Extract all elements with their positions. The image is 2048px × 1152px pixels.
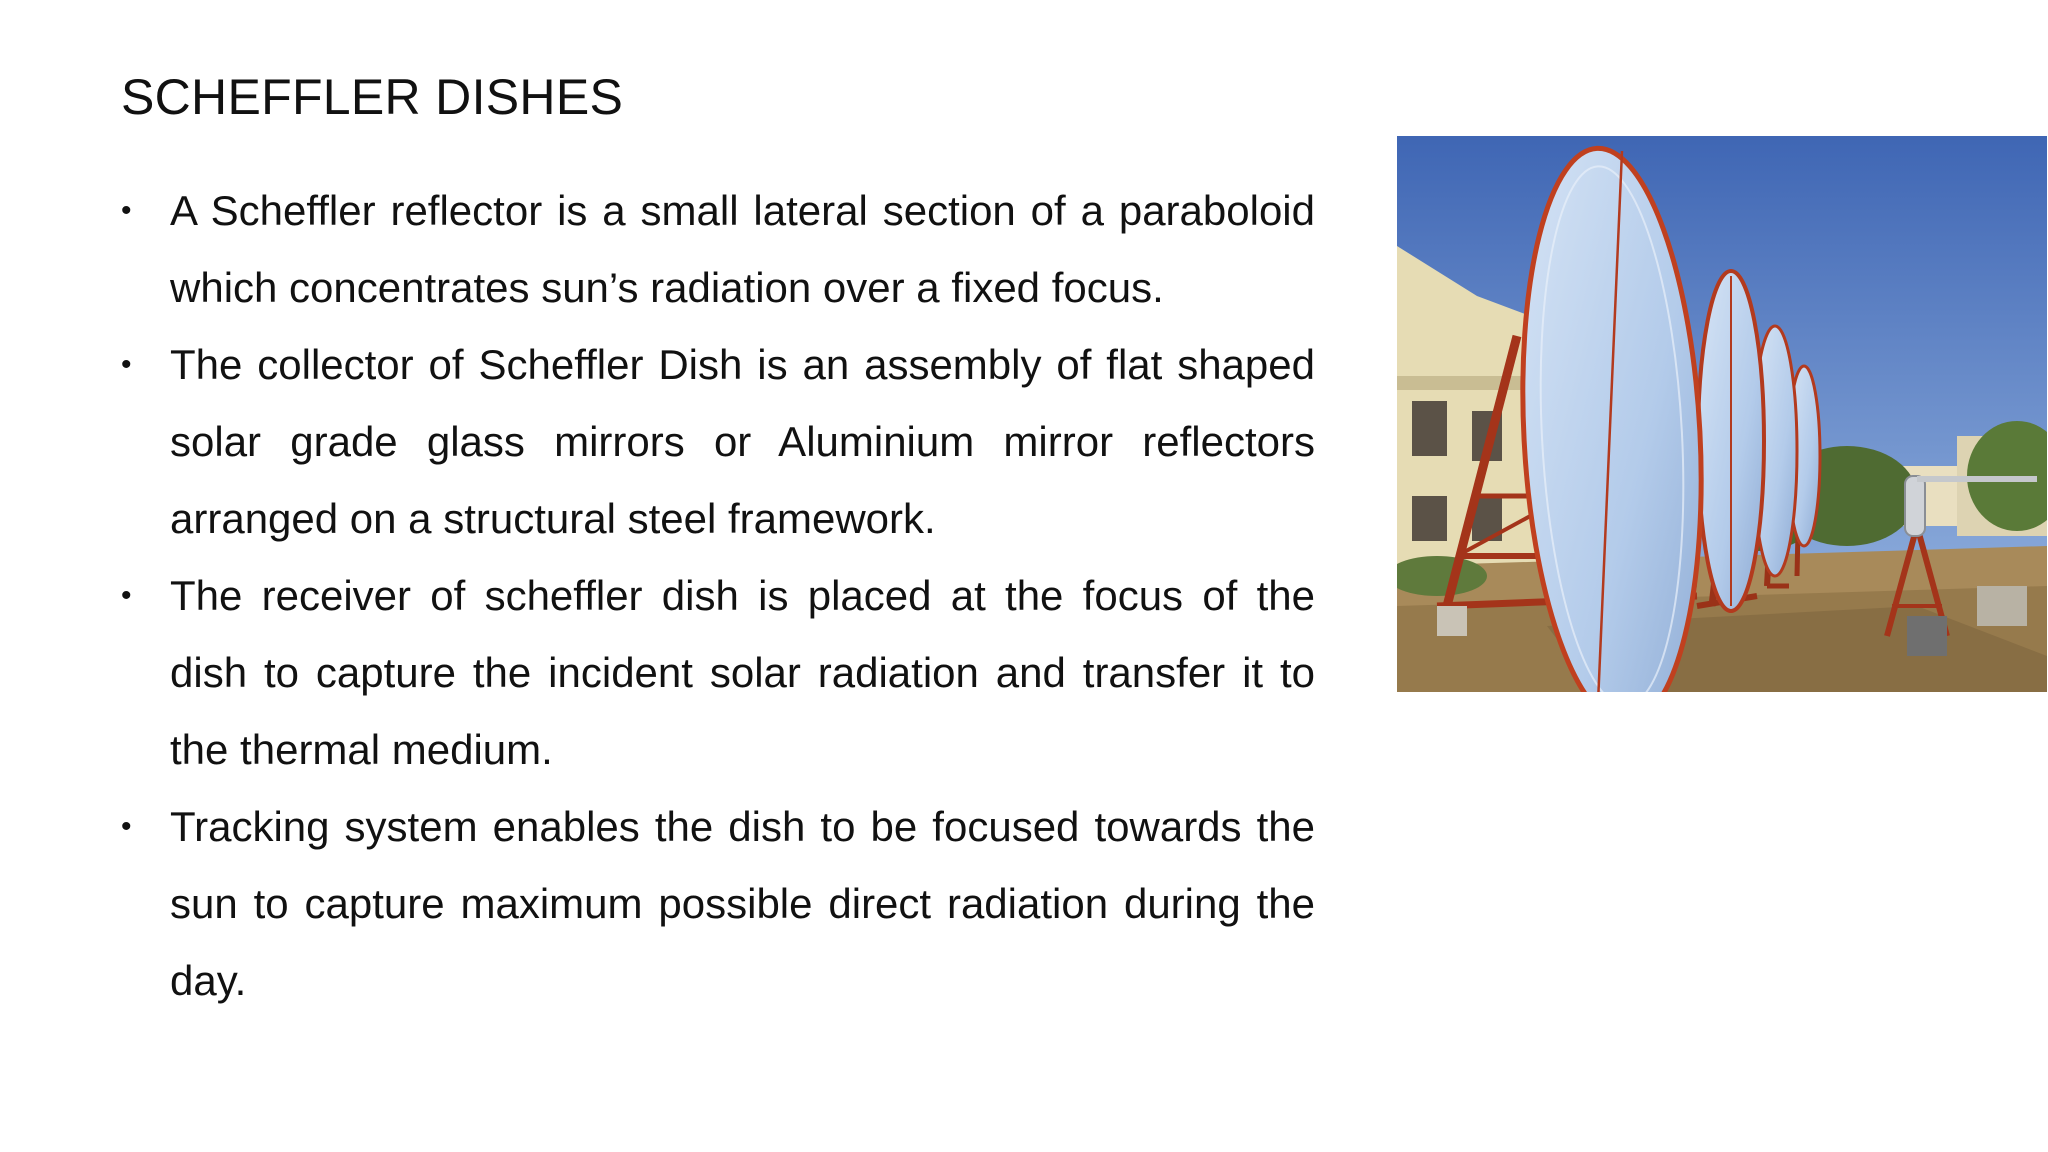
- bullet-item: [121, 172, 1315, 326]
- scheffler-dishes-photo: [1397, 136, 2047, 692]
- bullet-text: The receiver of scheffler dish is placed at the focus of the dish to capture the incident solar radiation and transfer it to the thermal medium.: [170, 572, 1315, 773]
- bullet-text: A Scheffler reflector is a small lateral section of a paraboloid which concentrates sun’s radiation over a fixed focus.: [170, 187, 1315, 311]
- bullet-icon: •: [121, 810, 132, 843]
- bullet-item: [121, 326, 1315, 557]
- scheffler-dishes-illustration: [1397, 136, 2047, 692]
- bullet-icon: •: [121, 194, 132, 227]
- bullet-item: [121, 557, 1315, 788]
- bullet-icon: •: [121, 579, 132, 612]
- bullet-text: The collector of Scheffler Dish is an assembly of flat shaped solar grade glass mirrors or Aluminium mirror reflectors arranged on a structural steel framework.: [170, 341, 1315, 542]
- bullet-icon: •: [121, 348, 132, 381]
- bullet-text: Tracking system enables the dish to be focused towards the sun to capture maximum possible direct radiation during the day.: [170, 803, 1315, 1004]
- slide-title: SCHEFFLER DISHES: [121, 69, 624, 125]
- bullet-item: [121, 788, 1315, 1019]
- concrete-block: [1977, 586, 2027, 626]
- scheffler-dish-2: [1697, 271, 1764, 611]
- bullet-list: [121, 172, 1315, 1019]
